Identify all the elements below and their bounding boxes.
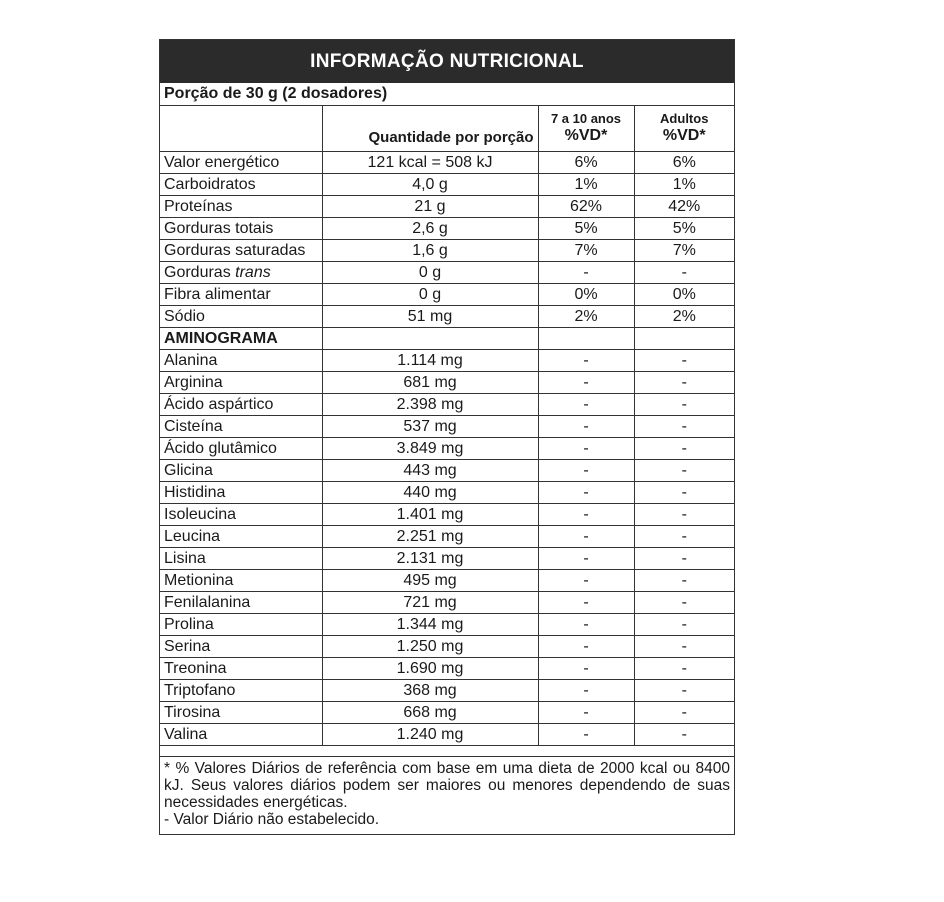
header-kids-age: 7 a 10 anos [550, 111, 622, 126]
row-nutrient-name: Serina [160, 636, 322, 658]
nutrition-facts-label [159, 39, 735, 835]
aminogram-heading: AMINOGRAMA [160, 328, 322, 350]
row-nutrient-name: Ácido glutâmico [160, 438, 322, 460]
header-adults-vd [634, 106, 734, 152]
row-quantity: 440 mg [322, 482, 538, 504]
aminoacid-rows [160, 350, 734, 746]
row-nutrient-name: Gorduras totais [160, 218, 322, 240]
row-quantity: 1.250 mg [322, 636, 538, 658]
row-adults-vd: - [634, 548, 734, 570]
row-quantity: 495 mg [322, 570, 538, 592]
row-nutrient-name-prefix: Gorduras [164, 264, 236, 281]
row-adults-vd: 5% [634, 218, 734, 240]
row-kids-vd: - [538, 570, 634, 592]
empty-cell [322, 328, 538, 350]
row-nutrient-name: Fenilalanina [160, 592, 322, 614]
row-kids-vd: - [538, 614, 634, 636]
row-adults-vd: 7% [634, 240, 734, 262]
row-adults-vd: - [634, 438, 734, 460]
row-quantity: 4,0 g [322, 174, 538, 196]
row-nutrient-name: Ácido aspártico [160, 394, 322, 416]
aminogram-section-row [160, 328, 734, 350]
table-row [160, 262, 734, 284]
row-adults-vd: - [634, 416, 734, 438]
row-quantity: 121 kcal = 508 kJ [322, 152, 538, 174]
table-row [160, 460, 734, 482]
row-quantity: 721 mg [322, 592, 538, 614]
row-nutrient-name: Prolina [160, 614, 322, 636]
row-nutrient-name: Valina [160, 724, 322, 746]
row-adults-vd: 6% [634, 152, 734, 174]
table-row [160, 702, 734, 724]
row-nutrient-name: Treonina [160, 658, 322, 680]
row-nutrient-name: Fibra alimentar [160, 284, 322, 306]
row-quantity: 2,6 g [322, 218, 538, 240]
row-nutrient-name: Carboidratos [160, 174, 322, 196]
header-kids-vd [538, 106, 634, 152]
footnote [160, 757, 734, 834]
row-quantity: 1,6 g [322, 240, 538, 262]
empty-cell [634, 328, 734, 350]
table-row [160, 152, 734, 174]
row-quantity: 2.131 mg [322, 548, 538, 570]
row-kids-vd: 62% [538, 196, 634, 218]
row-nutrient-name: Lisina [160, 548, 322, 570]
row-adults-vd: - [634, 592, 734, 614]
row-nutrient-name [160, 262, 322, 284]
row-kids-vd: - [538, 350, 634, 372]
table-row [160, 548, 734, 570]
row-nutrient-name: Cisteína [160, 416, 322, 438]
row-adults-vd: - [634, 460, 734, 482]
table-row [160, 372, 734, 394]
row-adults-vd: - [634, 372, 734, 394]
table-row [160, 636, 734, 658]
row-nutrient-name: Valor energético [160, 152, 322, 174]
row-nutrient-name-italic: trans [235, 264, 271, 281]
row-nutrient-name: Metionina [160, 570, 322, 592]
row-adults-vd: 2% [634, 306, 734, 328]
row-quantity: 21 g [322, 196, 538, 218]
portion-size: Porção de 30 g (2 dosadores) [160, 83, 734, 106]
nutrition-table [160, 106, 734, 746]
footnote-divider [160, 746, 734, 757]
row-quantity: 2.398 mg [322, 394, 538, 416]
row-adults-vd: - [634, 262, 734, 284]
table-row [160, 504, 734, 526]
row-adults-vd: 0% [634, 284, 734, 306]
table-row [160, 724, 734, 746]
row-adults-vd: 1% [634, 174, 734, 196]
row-nutrient-name: Sódio [160, 306, 322, 328]
row-quantity: 1.114 mg [322, 350, 538, 372]
row-kids-vd: - [538, 702, 634, 724]
row-adults-vd: - [634, 702, 734, 724]
table-row [160, 196, 734, 218]
table-row [160, 680, 734, 702]
row-nutrient-name: Isoleucina [160, 504, 322, 526]
row-nutrient-name: Alanina [160, 350, 322, 372]
header-adults-label: Adultos [660, 111, 709, 126]
row-kids-vd: - [538, 394, 634, 416]
table-row [160, 174, 734, 196]
table-row [160, 614, 734, 636]
row-quantity: 681 mg [322, 372, 538, 394]
table-row [160, 416, 734, 438]
row-kids-vd: - [538, 658, 634, 680]
footnote-reference: * % Valores Diários de referência com base em uma dieta de 2000 kcal ou 8400 kJ. Seus valores diários podem ser maiores ou menores dependendo de suas necessidades energéticas. [164, 760, 730, 811]
row-quantity: 1.401 mg [322, 504, 538, 526]
table-row [160, 350, 734, 372]
row-kids-vd: 7% [538, 240, 634, 262]
label-title: INFORMAÇÃO NUTRICIONAL [160, 40, 734, 83]
row-quantity: 2.251 mg [322, 526, 538, 548]
table-row [160, 658, 734, 680]
row-adults-vd: 42% [634, 196, 734, 218]
row-nutrient-name: Proteínas [160, 196, 322, 218]
row-adults-vd: - [634, 680, 734, 702]
row-nutrient-name: Gorduras saturadas [160, 240, 322, 262]
row-quantity: 1.240 mg [322, 724, 538, 746]
row-kids-vd: - [538, 482, 634, 504]
row-adults-vd: - [634, 394, 734, 416]
row-kids-vd: - [538, 460, 634, 482]
table-row [160, 592, 734, 614]
row-quantity: 443 mg [322, 460, 538, 482]
row-nutrient-name: Arginina [160, 372, 322, 394]
empty-cell [538, 328, 634, 350]
row-adults-vd: - [634, 614, 734, 636]
row-kids-vd: - [538, 262, 634, 284]
row-nutrient-name: Histidina [160, 482, 322, 504]
table-row [160, 306, 734, 328]
header-kids-percent: %VD* [564, 127, 608, 144]
row-kids-vd: - [538, 636, 634, 658]
row-nutrient-name: Leucina [160, 526, 322, 548]
row-kids-vd: - [538, 504, 634, 526]
row-kids-vd: 2% [538, 306, 634, 328]
row-quantity: 668 mg [322, 702, 538, 724]
row-nutrient-name: Triptofano [160, 680, 322, 702]
table-row [160, 218, 734, 240]
row-kids-vd: - [538, 724, 634, 746]
row-kids-vd: 5% [538, 218, 634, 240]
row-adults-vd: - [634, 350, 734, 372]
table-row [160, 570, 734, 592]
table-row [160, 394, 734, 416]
table-row [160, 240, 734, 262]
row-adults-vd: - [634, 526, 734, 548]
row-nutrient-name: Glicina [160, 460, 322, 482]
row-quantity: 3.849 mg [322, 438, 538, 460]
header-quantity: Quantidade por porção [322, 106, 538, 152]
row-quantity: 1.690 mg [322, 658, 538, 680]
table-header-row [160, 106, 734, 152]
row-kids-vd: 6% [538, 152, 634, 174]
table-row [160, 284, 734, 306]
nutrient-rows [160, 152, 734, 328]
row-kids-vd: - [538, 548, 634, 570]
table-row [160, 438, 734, 460]
row-adults-vd: - [634, 636, 734, 658]
row-kids-vd: - [538, 416, 634, 438]
row-quantity: 1.344 mg [322, 614, 538, 636]
table-row [160, 482, 734, 504]
row-quantity: 0 g [322, 284, 538, 306]
row-adults-vd: - [634, 724, 734, 746]
row-adults-vd: - [634, 504, 734, 526]
row-kids-vd: 0% [538, 284, 634, 306]
row-kids-vd: 1% [538, 174, 634, 196]
row-quantity: 0 g [322, 262, 538, 284]
row-kids-vd: - [538, 438, 634, 460]
row-adults-vd: - [634, 482, 734, 504]
row-adults-vd: - [634, 570, 734, 592]
row-nutrient-name: Tirosina [160, 702, 322, 724]
header-adults-percent: %VD* [662, 127, 706, 144]
row-kids-vd: - [538, 592, 634, 614]
footnote-not-established: - Valor Diário não estabelecido. [164, 811, 380, 828]
row-kids-vd: - [538, 680, 634, 702]
table-row [160, 526, 734, 548]
row-kids-vd: - [538, 526, 634, 548]
header-nutrient [160, 106, 322, 152]
row-kids-vd: - [538, 372, 634, 394]
row-quantity: 51 mg [322, 306, 538, 328]
row-quantity: 537 mg [322, 416, 538, 438]
row-quantity: 368 mg [322, 680, 538, 702]
row-adults-vd: - [634, 658, 734, 680]
